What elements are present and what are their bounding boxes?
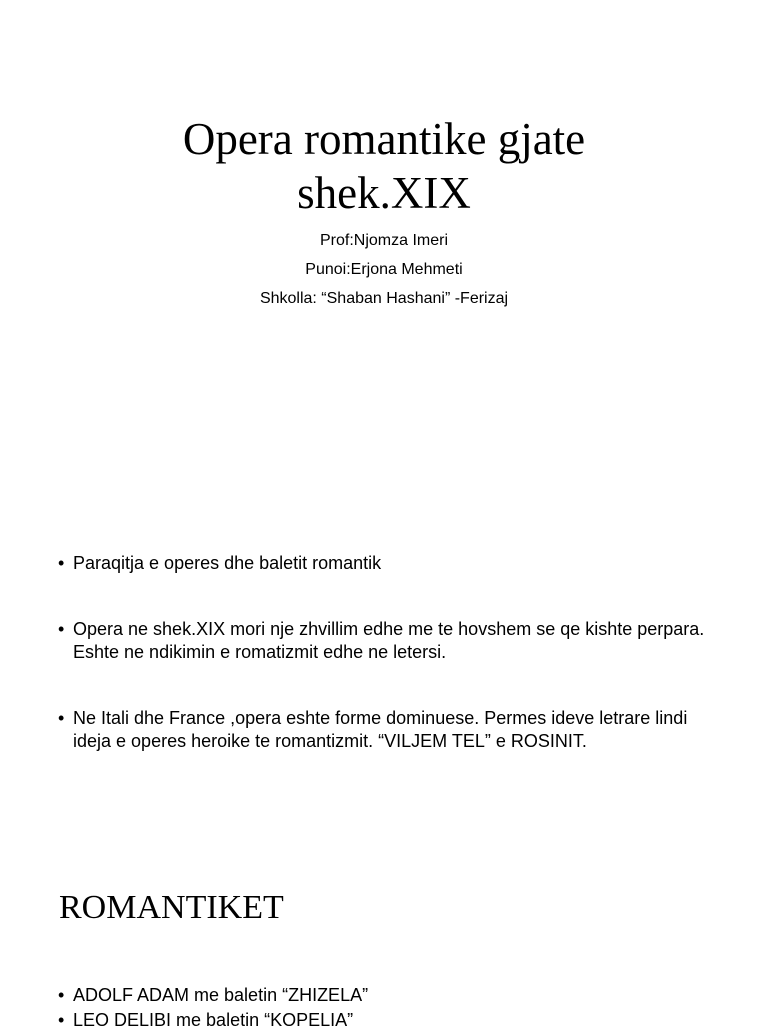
presentation-title — [60, 112, 708, 220]
presentation-subtitle — [60, 226, 708, 313]
bullet-list — [58, 552, 718, 754]
professor-line: Prof:Njomza Imeri — [319, 232, 449, 249]
bullet-item: • Paraqitja e operes dhe baletit romantik — [58, 552, 718, 576]
slide-content — [0, 520, 768, 830]
bullet-item: • ADOLF ADAM me baletin “ZHIZELA” — [58, 984, 718, 1008]
bullet-item: • Opera ne shek.XIX mori nje zhvillim edhe me te hovshem se qe kishte perpara. Eshte ne ndikimin e romatizmit edhe ne letersi. — [58, 618, 718, 665]
bullet-item: • LEO DELIBI me baletin “KOPELIA” — [58, 1009, 718, 1033]
slide-heading: ROMANTIKET — [59, 889, 284, 926]
school-line: Shkolla: “Shaban Hashani” -Ferizaj — [259, 290, 509, 307]
bullet-item: • Ne Itali dhe France ,opera eshte forme dominuese. Permes ideve letrare lindi ideja e operes heroike te romantizmit. “VILJEM TEL” e ROSINIT. — [58, 707, 718, 754]
slide-romantiket — [0, 830, 768, 1030]
bullet-list — [58, 984, 718, 1033]
author-line: Punoi:Erjona Mehmeti — [305, 261, 463, 278]
title-line-1: Opera romantike gjate — [182, 114, 586, 164]
title-line-2: shek.XIX — [297, 168, 471, 218]
